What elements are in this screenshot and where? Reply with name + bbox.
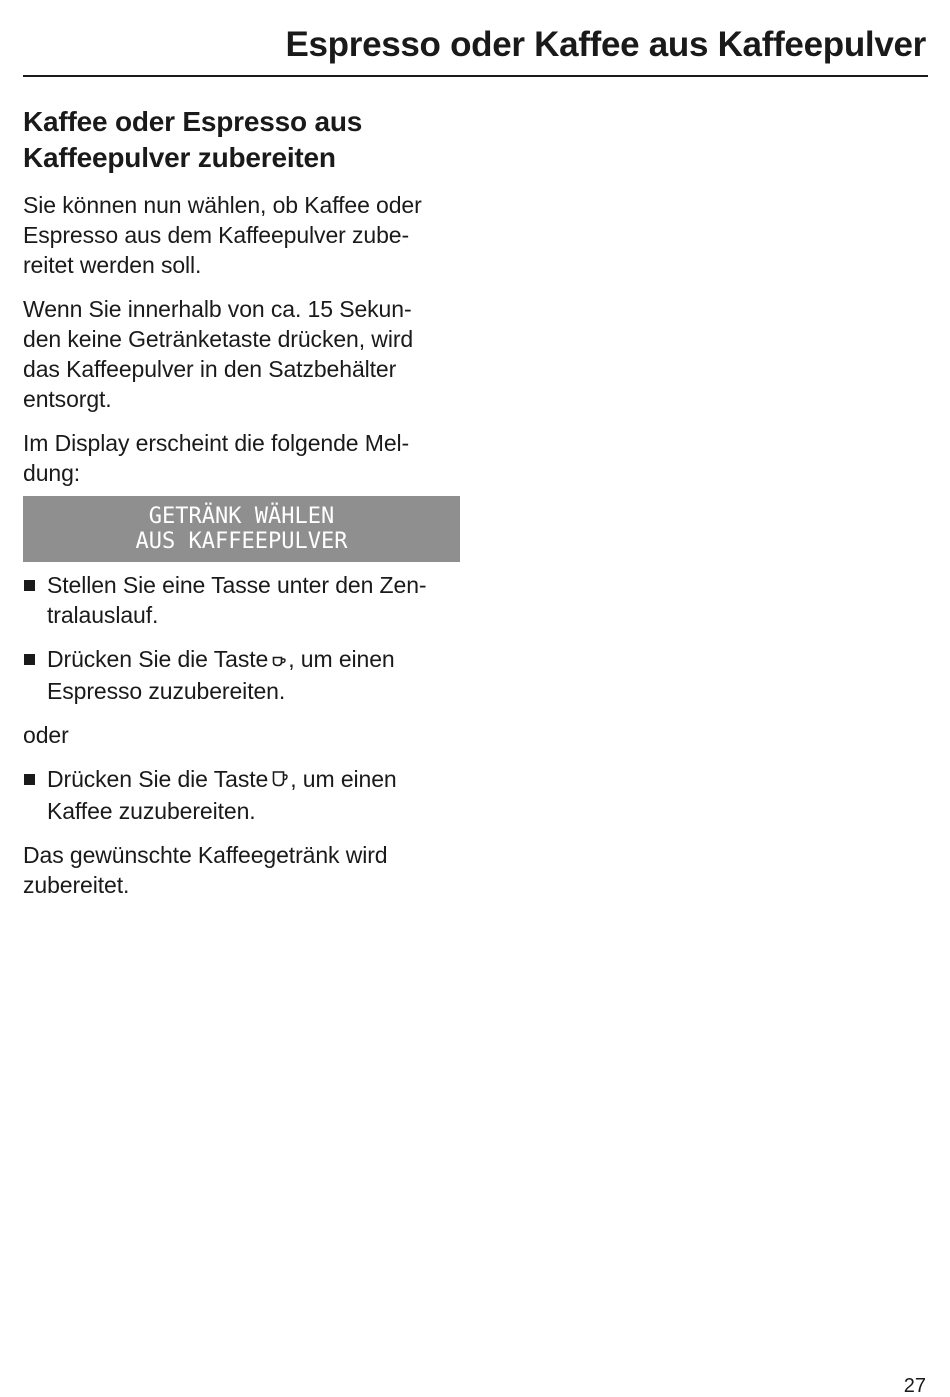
coffee-cup-icon — [272, 766, 289, 796]
main-content — [23, 104, 463, 914]
display-intro-line: Im Display erscheint die folgende Mel- — [23, 430, 410, 456]
step-text: Drücken Sie die Taste — [47, 766, 269, 792]
step-text: Kaffee zuzubereiten. — [47, 798, 256, 824]
step-text: Stellen Sie eine Tasse unter den Zen- — [47, 572, 427, 598]
espresso-cup-icon — [272, 646, 287, 676]
bullet-square — [24, 654, 35, 665]
display-intro-line: dung: — [23, 460, 81, 486]
section-heading-line1: Kaffee oder Espresso aus — [23, 106, 363, 137]
timeout-line: entsorgt. — [23, 386, 112, 412]
timeout-line: Wenn Sie innerhalb von ca. 15 Sekun- — [23, 296, 412, 322]
timeout-line: das Kaffeepulver in den Satzbehälter — [23, 356, 397, 382]
display-message — [23, 496, 460, 562]
timeout-paragraph — [23, 294, 463, 414]
page-number: 27 — [903, 1375, 926, 1397]
step-text: , um einen — [288, 646, 395, 672]
display-line-2: AUS KAFFEEPULVER — [135, 529, 348, 554]
bullet-square — [24, 774, 35, 785]
step-text: tralauslauf. — [47, 602, 159, 628]
closing-paragraph — [23, 840, 463, 900]
intro-paragraph — [23, 190, 463, 280]
bullet-square — [24, 580, 35, 591]
section-heading-line2: Kaffeepulver zubereiten — [23, 142, 336, 173]
page-header — [23, 22, 928, 77]
intro-line: Espresso aus dem Kaffeepulver zube- — [23, 222, 410, 248]
closing-line: Das gewünschte Kaffeegetränk wird — [23, 842, 388, 868]
display-line-1: GETRÄNK WÄHLEN — [148, 504, 335, 529]
step-coffee — [23, 764, 463, 826]
step-espresso — [23, 644, 463, 706]
page-title: Espresso oder Kaffee aus Kaffeepulver — [285, 25, 926, 64]
or-text: oder — [23, 722, 69, 748]
step-text: , um einen — [290, 766, 397, 792]
intro-line: Sie können nun wählen, ob Kaffee oder — [23, 192, 422, 218]
timeout-line: den keine Getränketaste drücken, wird — [23, 326, 414, 352]
step-text: Drücken Sie die Taste — [47, 646, 269, 672]
display-intro-paragraph — [23, 428, 463, 488]
section-heading — [23, 104, 463, 176]
step-text: Espresso zuzubereiten. — [47, 678, 286, 704]
closing-line: zubereitet. — [23, 872, 130, 898]
intro-line: reitet werden soll. — [23, 252, 202, 278]
step-place-cup — [23, 570, 463, 630]
